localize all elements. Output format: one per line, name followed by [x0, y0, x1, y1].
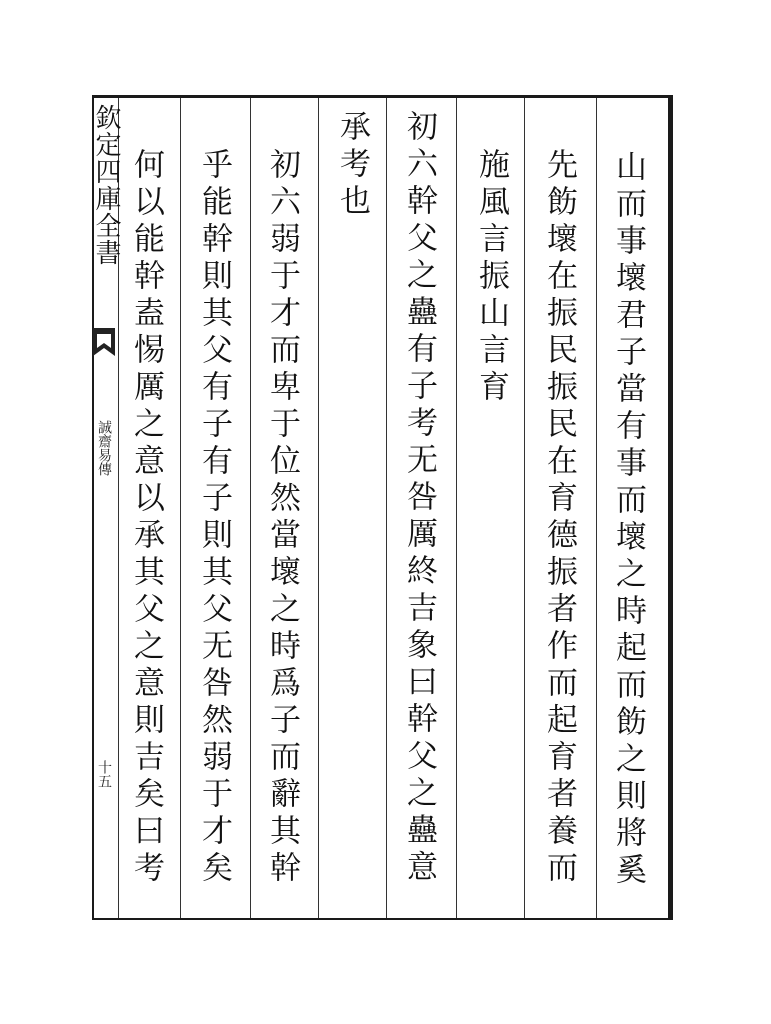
- page-number: 十五: [96, 760, 112, 788]
- text-column-8: 何以能幹盍惕厲之意以承其父之意則吉矣曰考: [128, 148, 164, 888]
- text-column-2: 先飭壞在振民振民在育德振者作而起育者養而: [541, 148, 577, 888]
- column-rule: [386, 98, 387, 918]
- column-rule: [456, 98, 457, 918]
- text-column-3: 施風言振山言育: [473, 148, 509, 407]
- text-column-7: 乎能幹則其父有子有子則其父无咎然弱于才矣: [196, 148, 232, 888]
- fishtail-ornament: [92, 326, 116, 362]
- column-rule: [180, 98, 181, 918]
- chapter-title: 誠齋易傳: [96, 420, 112, 476]
- bottom-border: [92, 918, 672, 920]
- column-rule: [596, 98, 597, 918]
- text-column-5: 承考也: [334, 110, 370, 221]
- text-column-1: 山而事壞君子當有事而壞之時起而飭之則將奚: [610, 150, 646, 890]
- right-border: [668, 95, 673, 920]
- column-rule: [524, 98, 525, 918]
- column-rule: [318, 98, 319, 918]
- column-rule: [250, 98, 251, 918]
- text-column-6: 初六弱于才而卑于位然當壞之時爲子而辭其幹: [264, 148, 300, 888]
- top-border: [92, 95, 672, 98]
- text-column-4: 初六幹父之蠱有子考无咎厲終吉象曰幹父之蠱意: [401, 110, 437, 887]
- book-title: 欽定四庫全書: [91, 104, 121, 266]
